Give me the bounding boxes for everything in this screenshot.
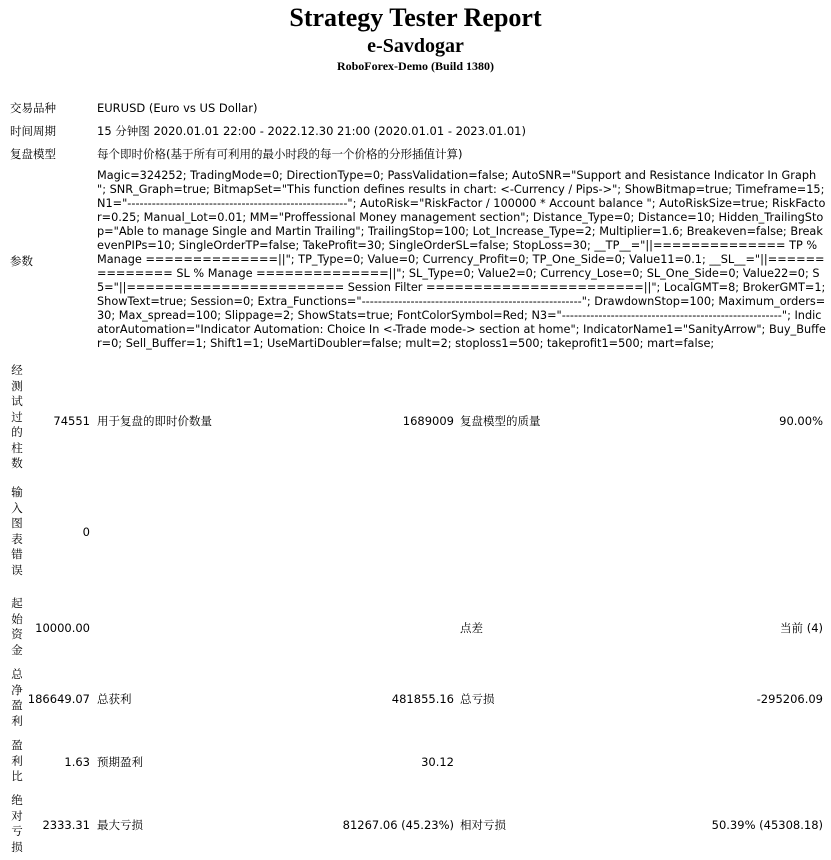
- params-label: 参数: [10, 254, 33, 268]
- grossprofit-label: 总获利: [97, 692, 132, 706]
- bars-value: 74551: [53, 414, 90, 428]
- model-label: 复盘模型: [10, 147, 56, 161]
- expert-name: e-Savdogar: [367, 35, 464, 57]
- quality-label: 复盘模型的质量: [460, 414, 541, 428]
- ticks-value: 1689009: [402, 414, 454, 428]
- deposit-label: 起 始 资 金: [11, 596, 23, 657]
- pf-label: 盈 利 比: [11, 738, 23, 783]
- spread-value: 当前 (4): [780, 621, 823, 635]
- symbol-value: EURUSD (Euro vs US Dollar): [97, 101, 258, 115]
- payoff-value: 30.12: [421, 755, 454, 769]
- grossloss-value: -295206.09: [756, 692, 823, 706]
- errors-label: 输 入 图 表 错 误: [11, 485, 23, 577]
- grossloss-label: 总亏损: [460, 692, 495, 706]
- report-title: Strategy Tester Report: [289, 3, 542, 32]
- model-value: 每个即时价格(基于所有可利用的最小时段的每一个价格的分形插值计算): [97, 147, 463, 161]
- period-label: 时间周期: [10, 124, 56, 138]
- absdd-value: 2333.31: [42, 818, 90, 832]
- bars-label: 经 测 试 过 的 柱 数: [11, 363, 23, 470]
- netprofit-label: 总 净 盈 利: [11, 667, 23, 728]
- params-value: Magic=324252; TradingMode=0; DirectionType=0; PassValidation=false; AutoSNR="Support and Resistance Indicator In Graph "; SNR_Graph=true; BitmapSet="This function defines results in chart: <-Currency / Pips->"; ShowBitmap=true; Timeframe=15; N1="------------------------------------------------------"; AutoRisk="RiskFactor / 100000 * Account balance "; AutoRiskSize=true; RiskFactor=0.25; Manual_Lot=0.01; MM="Proffessional Money management section"; Distance_Type=0; Distance=10; Hidden_TrailingStop="Able to manage Single and Martin Trailing"; TrailingStop=100; Lot_Increase_Type=2; Multiplier=1.6; Breakeven=false; BreakevenPIPs=10; SingleOrderTP=false; TakeProfit=30; SingleOrderSL=false; StopLoss=30; __TP__="||============== TP % Manage ==============||"; TP_Type=0; Value=0; Currency_Profit=0; TP_One_Side=0; Value11=0.1; __SL__="||============== SL % Manage ==============||"; SL_Type=0; Value2=0; Currency_Lose=0; SL_One_Side=0; Value22=0; S5="||======================= Session Filter =======================||"; LocalGMT=8; BrokerGMT=1; ShowText=true; Session=0; Extra_Functions="------------------------------------------------------"; DrawdownStop=100; Maximum_orders=30; Max_spread=100; Slippage=2; ShowStats=true; FontColorSymbol=Red; N3="------------------------------------------------------"; IndicatorAutomation="Indicator Automation: Choice In <-Trade mode-> section at home"; IndicatorName1="SanityArrow"; Buy_Buffer=0; Sell_Buffer=1; Shift1=1; UseMartiDoubler=false; mult=2; stoploss1=500; takeprofit1=500; mart=false;: [97, 169, 826, 350]
- pf-value: 1.63: [64, 755, 90, 769]
- symbol-label: 交易品种: [10, 101, 56, 115]
- server-build: RoboForex-Demo (Build 1380): [336, 59, 495, 73]
- reldd-value: 50.39% (45308.18): [711, 818, 823, 832]
- payoff-label: 预期盈利: [97, 755, 143, 769]
- period-value: 15 分钟图 2020.01.01 22:00 - 2022.12.30 21:00 (2020.01.01 - 2023.01.01): [97, 124, 526, 138]
- deposit-value: 10000.00: [35, 621, 90, 635]
- maxdd-value: 81267.06 (45.23%): [342, 818, 454, 832]
- reldd-label: 相对亏损: [460, 818, 506, 832]
- ticks-label: 用于复盘的即时价数量: [97, 414, 212, 428]
- errors-value: 0: [82, 525, 90, 539]
- spread-label: 点差: [460, 621, 483, 635]
- netprofit-value: 186649.07: [27, 692, 90, 706]
- grossprofit-value: 481855.16: [391, 692, 454, 706]
- maxdd-label: 最大亏损: [97, 818, 143, 832]
- absdd-label: 绝 对 亏 损: [11, 793, 23, 854]
- quality-value: 90.00%: [779, 414, 823, 428]
